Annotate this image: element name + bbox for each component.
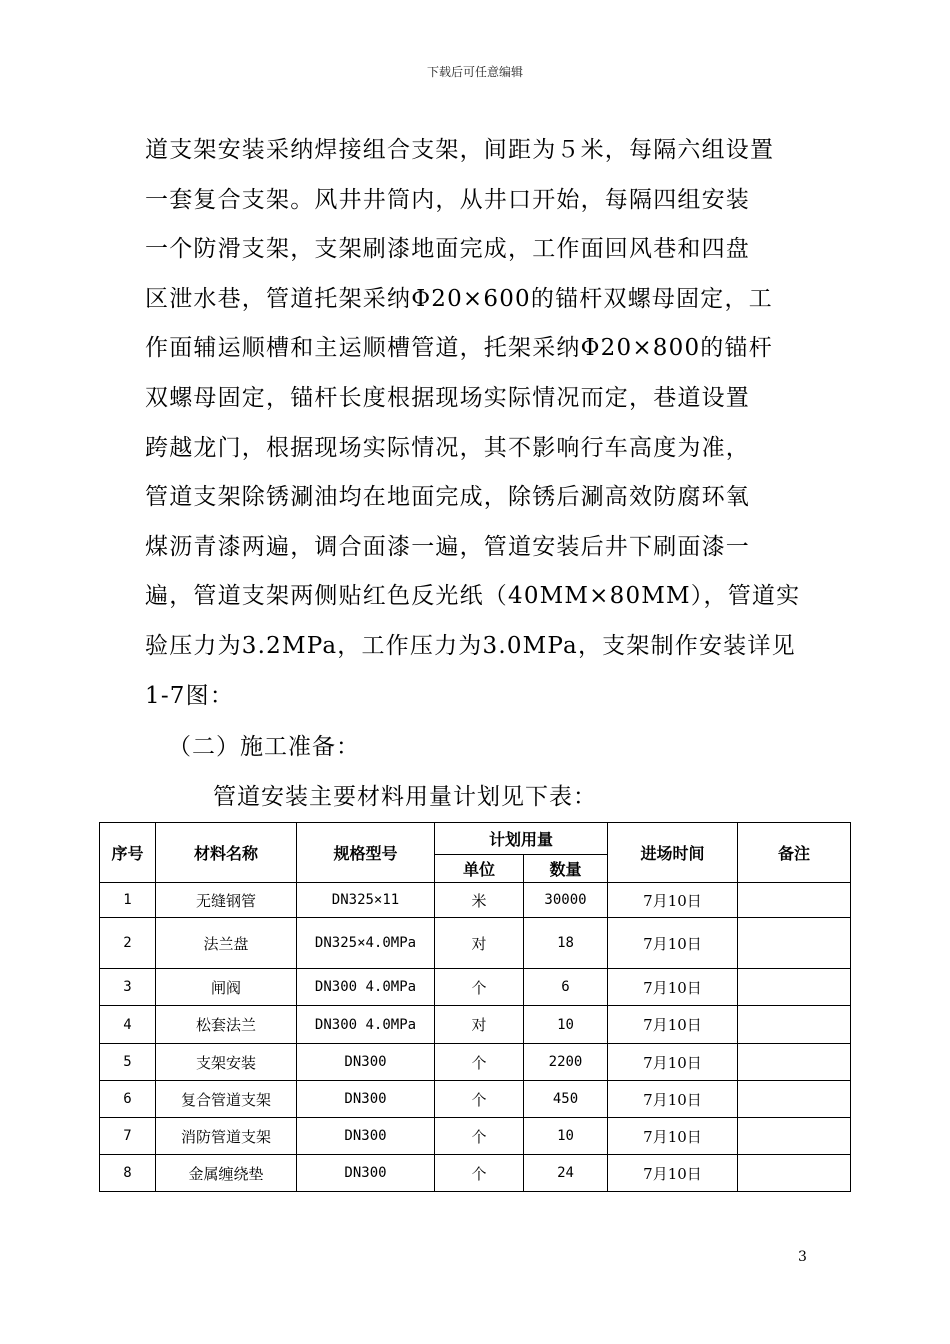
cell-qty: 2200	[524, 1044, 608, 1081]
cell-name: 松套法兰	[156, 1006, 297, 1044]
cell-name: 法兰盘	[156, 918, 297, 969]
table-row	[100, 1081, 851, 1118]
table-row	[100, 883, 851, 918]
cell-name: 无缝钢管	[156, 883, 297, 918]
paragraph-line: 管道支架除锈涮油均在地面完成，除锈后涮高效防腐环氧	[145, 484, 750, 511]
cell-seq: 3	[100, 969, 156, 1006]
cell-unit: 个	[435, 969, 524, 1006]
cell-date: 7月10日	[608, 883, 738, 918]
cell-seq: 7	[100, 1118, 156, 1155]
cell-date: 7月10日	[608, 1155, 738, 1192]
cell-unit: 对	[435, 1006, 524, 1044]
paragraph-line: 一个防滑支架，支架刷漆地面完成，工作面回风巷和四盘	[145, 236, 750, 263]
cell-spec: DN300 4.0MPa	[297, 969, 435, 1006]
cell-unit: 米	[435, 883, 524, 918]
cell-spec: DN300	[297, 1044, 435, 1081]
header-date: 进场时间	[608, 823, 738, 883]
cell-qty: 30000	[524, 883, 608, 918]
header-spec: 规格型号	[297, 823, 435, 883]
header-unit: 单位	[435, 855, 524, 883]
cell-qty: 18	[524, 918, 608, 969]
cell-date: 7月10日	[608, 969, 738, 1006]
cell-name: 金属缠绕垫	[156, 1155, 297, 1192]
paragraph-line: 道支架安装采纳焊接组合支架，间距为５米，每隔六组设置	[145, 137, 775, 163]
cell-name: 复合管道支架	[156, 1081, 297, 1118]
cell-note	[738, 1006, 851, 1044]
header-qty: 数量	[524, 855, 608, 883]
table-caption: 管道安装主要材料用量计划见下表：	[213, 784, 597, 810]
header-name: 材料名称	[156, 823, 297, 883]
cell-qty: 10	[524, 1006, 608, 1044]
cell-name: 支架安装	[156, 1044, 297, 1081]
cell-seq: 2	[100, 918, 156, 969]
paragraph-line: 煤沥青漆两遍，调合面漆一遍，管道安装后井下刷面漆一	[145, 533, 750, 560]
table-row	[100, 1006, 851, 1044]
header-seq: 序号	[100, 823, 156, 883]
cell-note	[738, 969, 851, 1006]
cell-qty: 6	[524, 969, 608, 1006]
cell-unit: 个	[435, 1118, 524, 1155]
cell-spec: DN300	[297, 1081, 435, 1118]
table-row	[100, 918, 851, 969]
cell-seq: 1	[100, 883, 156, 918]
page-number: 3	[798, 1249, 807, 1265]
cell-note	[738, 1118, 851, 1155]
cell-date: 7月10日	[608, 1118, 738, 1155]
header-plan: 计划用量	[435, 823, 608, 855]
cell-date: 7月10日	[608, 1044, 738, 1081]
cell-unit: 对	[435, 918, 524, 969]
paragraph-line: 跨越龙门，根据现场实际情况，其不影响行车高度为准，	[145, 434, 750, 461]
cell-name: 闸阀	[156, 969, 297, 1006]
table-row	[100, 969, 851, 1006]
table-row	[100, 1155, 851, 1192]
paragraph-line: 区泄水巷，管道托架采纳Φ20×600的锚杆双螺母固定，工	[145, 285, 773, 312]
paragraph-line: 一套复合支架。风井井筒内，从井口开始，每隔四组安装	[145, 186, 750, 213]
cell-spec: DN325×11	[297, 883, 435, 918]
header-note: 备注	[738, 823, 851, 883]
table-row	[100, 1118, 851, 1155]
cell-seq: 4	[100, 1006, 156, 1044]
section-title: （二）施工准备：	[168, 734, 360, 760]
paragraph-line: 遍，管道支架两侧贴红色反光纸（40MM×80MM），管道实	[145, 583, 801, 610]
cell-note	[738, 1081, 851, 1118]
paragraph-line: 验压力为3.2MPa，工作压力为3.0MPa，支架制作安装详见	[145, 632, 796, 659]
paragraph-line: 双螺母固定，锚杆长度根据现场实际情况而定，巷道设置	[145, 384, 750, 411]
cell-seq: 6	[100, 1081, 156, 1118]
cell-unit: 个	[435, 1044, 524, 1081]
table-row	[100, 1044, 851, 1081]
cell-spec: DN325×4.0MPa	[297, 918, 435, 969]
cell-qty: 10	[524, 1118, 608, 1155]
cell-date: 7月10日	[608, 918, 738, 969]
cell-unit: 个	[435, 1081, 524, 1118]
cell-name: 消防管道支架	[156, 1118, 297, 1155]
cell-note	[738, 883, 851, 918]
paragraph-line: 作面辅运顺槽和主运顺槽管道，托架采纳Φ20×800的锚杆	[145, 335, 773, 362]
cell-seq: 5	[100, 1044, 156, 1081]
cell-spec: DN300	[297, 1118, 435, 1155]
cell-qty: 24	[524, 1155, 608, 1192]
paragraph-line: 1-7图：	[145, 682, 235, 709]
cell-date: 7月10日	[608, 1081, 738, 1118]
body-paragraph	[145, 126, 810, 721]
cell-qty: 450	[524, 1081, 608, 1118]
cell-spec: DN300 4.0MPa	[297, 1006, 435, 1044]
materials-table	[99, 822, 851, 1192]
cell-seq: 8	[100, 1155, 156, 1192]
page-header: 下载后可任意编辑	[426, 65, 523, 79]
cell-unit: 个	[435, 1155, 524, 1192]
cell-note	[738, 1044, 851, 1081]
cell-date: 7月10日	[608, 1006, 738, 1044]
cell-note	[738, 1155, 851, 1192]
cell-spec: DN300	[297, 1155, 435, 1192]
cell-note	[738, 918, 851, 969]
